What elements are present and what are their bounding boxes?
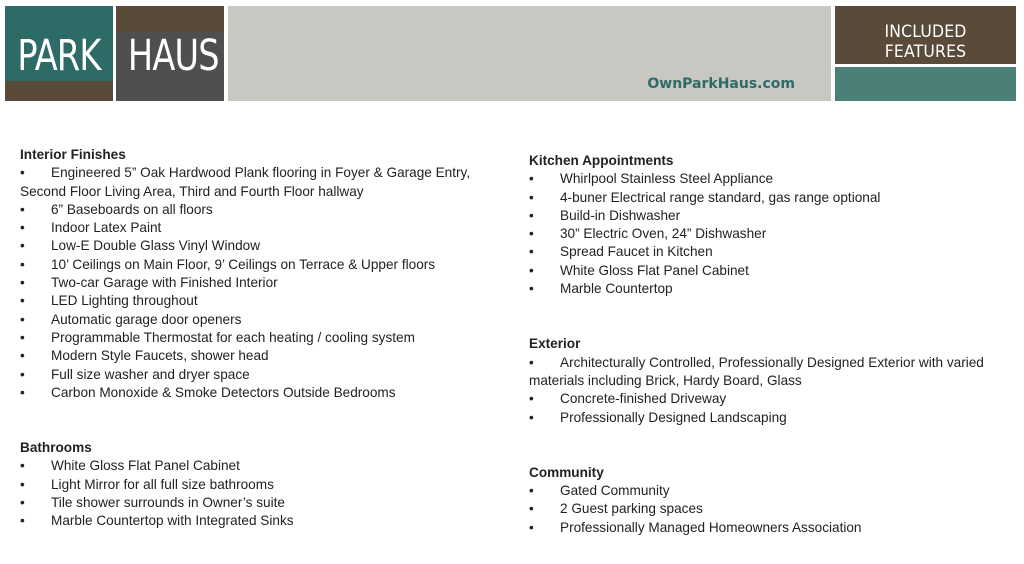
- website-url: OwnParkHaus.com: [647, 76, 795, 92]
- header-accent-block: [835, 67, 1016, 101]
- logo-park-bottom-band: [5, 81, 113, 101]
- list-item: • Two-car Garage with Finished Interior: [20, 274, 500, 292]
- header-banner: [228, 6, 831, 101]
- list-item: • Programmable Thermostat for each heating / cooling system: [20, 329, 500, 347]
- section-community: [529, 464, 1009, 537]
- logo-park-top-band: [5, 6, 113, 32]
- list-item: • Indoor Latex Paint: [20, 219, 500, 237]
- list-item: • Gated Community: [529, 482, 1009, 500]
- list-item: • Professionally Designed Landscaping: [529, 409, 1009, 427]
- list-item: • Tile shower surrounds in Owner’s suite: [20, 494, 500, 512]
- left-column: [20, 146, 500, 531]
- section-title: Community: [529, 464, 604, 480]
- list-item: • Marble Countertop with Integrated Sinks: [20, 512, 500, 530]
- list-item: • 6” Baseboards on all floors: [20, 201, 500, 219]
- section-kitchen-appointments: [529, 152, 1009, 298]
- list-item: • 2 Guest parking spaces: [529, 500, 1009, 518]
- included-features-label: INCLUDED FEATURES: [884, 22, 967, 62]
- logo-park-block: [5, 6, 113, 101]
- list-item: • White Gloss Flat Panel Cabinet: [529, 262, 1009, 280]
- list-item: • Engineered 5” Oak Hardwood Plank flooring in Foyer & Garage Entry, Second Floor Living Area, Third and Fourth Floor hallway: [20, 164, 500, 201]
- feature-list: [20, 457, 500, 530]
- logo-park-text: PARK: [17, 31, 101, 81]
- section-title: Bathrooms: [20, 440, 92, 456]
- list-item: • Architecturally Controlled, Professionally Designed Exterior with varied materials including Brick, Hardy Board, Glass: [529, 354, 1009, 391]
- section-exterior: [529, 335, 1009, 426]
- list-item: • Whirlpool Stainless Steel Appliance: [529, 170, 1009, 188]
- list-item: • LED Lighting throughout: [20, 292, 500, 310]
- list-item: • Carbon Monoxide & Smoke Detectors Outside Bedrooms: [20, 384, 500, 402]
- logo-haus-bottom-band: [116, 81, 224, 101]
- list-item: • Modern Style Faucets, shower head: [20, 347, 500, 365]
- logo-haus-block: [116, 6, 224, 101]
- section-title: Kitchen Appointments: [529, 153, 674, 168]
- list-item: • 4-buner Electrical range standard, gas range optional: [529, 189, 1009, 207]
- list-item: • Build-in Dishwasher: [529, 207, 1009, 225]
- section-interior-finishes: [20, 146, 500, 402]
- feature-list: [529, 170, 1009, 298]
- logo-haus-text: HAUS: [127, 31, 219, 81]
- list-item: • Automatic garage door openers: [20, 311, 500, 329]
- right-column: [529, 152, 1009, 537]
- included-features-tag: [835, 6, 1016, 64]
- feature-list: [529, 482, 1009, 537]
- section-title: Interior Finishes: [20, 147, 126, 162]
- list-item: • Concrete-finished Driveway: [529, 390, 1009, 408]
- feature-list: [529, 354, 1009, 427]
- list-item: • Marble Countertop: [529, 280, 1009, 298]
- list-item: • Low-E Double Glass Vinyl Window: [20, 237, 500, 255]
- list-item: • White Gloss Flat Panel Cabinet: [20, 457, 500, 475]
- list-item: • 10’ Ceilings on Main Floor, 9’ Ceilings on Terrace & Upper floors: [20, 256, 500, 274]
- list-item: • Professionally Managed Homeowners Association: [529, 519, 1009, 537]
- feature-list: [20, 164, 500, 402]
- list-item: • Spread Faucet in Kitchen: [529, 243, 1009, 261]
- list-item: • Full size washer and dryer space: [20, 366, 500, 384]
- list-item: • Light Mirror for all full size bathrooms: [20, 476, 500, 494]
- section-title: Exterior: [529, 336, 581, 352]
- logo-haus-top-band: [116, 6, 224, 32]
- section-bathrooms: [20, 439, 500, 530]
- list-item: • 30” Electric Oven, 24” Dishwasher: [529, 225, 1009, 243]
